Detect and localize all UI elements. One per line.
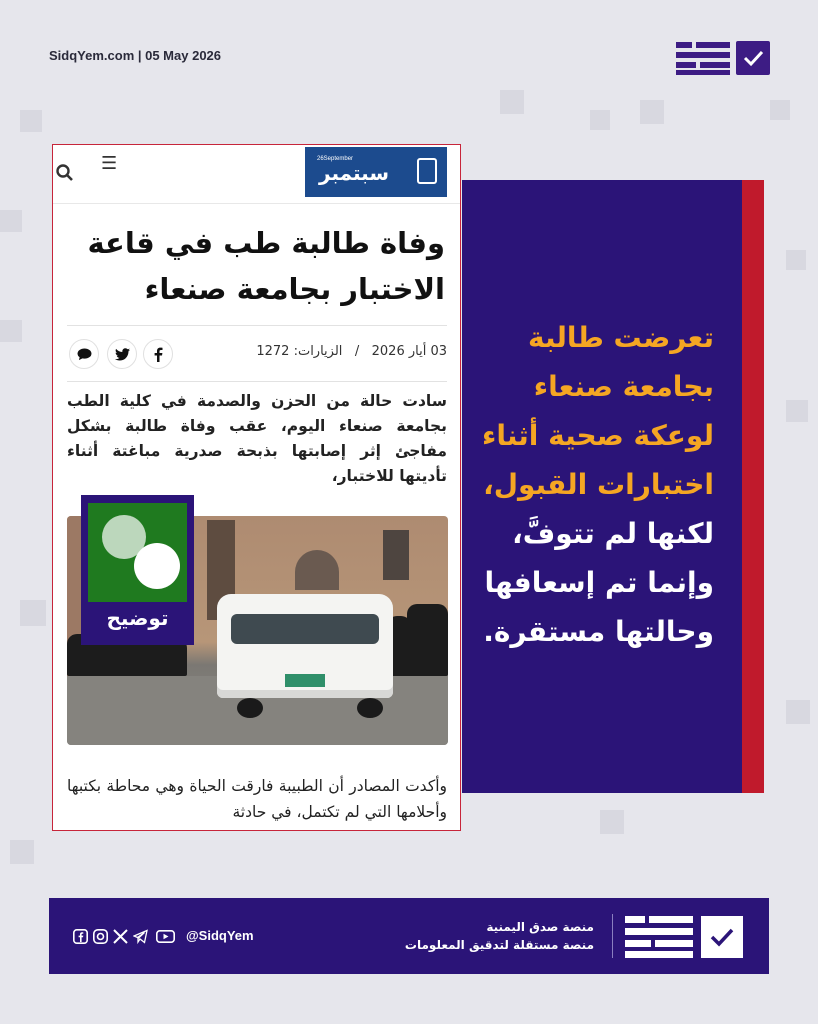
photo-arch: [295, 550, 339, 590]
photo-window: [383, 530, 409, 580]
photo-wheel: [357, 698, 383, 718]
sidq-wordmark-icon: [623, 914, 695, 960]
x-icon[interactable]: [113, 929, 128, 944]
bg-pixel: [500, 90, 524, 114]
photo-van-window: [231, 614, 379, 644]
claim-line: اختبارات القبول،: [483, 468, 714, 501]
bg-pixel: [640, 100, 664, 124]
sidq-logo: [623, 914, 743, 960]
check-badge-icon: [736, 41, 770, 75]
photo-person: [407, 604, 448, 676]
bg-pixel: [600, 810, 624, 834]
menu-icon[interactable]: ☰: [101, 153, 118, 174]
emblem-icon: [417, 158, 437, 184]
article-lead: سادت حالة من الحزن والصدمة في كلية الطب بجامعة صنعاء اليوم، عقب وفاة طالبة بشكل مفاجئ إثر إصابتها بذبحة صدرية مباغتة أثناء تأديتها للاختبار،: [67, 392, 447, 485]
meta-separator: /: [346, 344, 368, 359]
article-date: 03 أيار 2026: [371, 344, 447, 359]
bg-pixel: [0, 210, 22, 232]
check-badge-icon: [701, 916, 743, 958]
article-headline: وفاة طالبة طب في قاعة الاختبار بجامعة صنعاء: [87, 226, 445, 306]
article-meta: [193, 344, 447, 359]
twitter-share-icon[interactable]: [107, 339, 137, 369]
clarification-label-badge: [88, 503, 187, 602]
telegram-icon[interactable]: [133, 929, 148, 944]
claim-line: وإنما تم إسعافها: [484, 566, 714, 599]
clarification-label-text: توضيح: [106, 606, 169, 630]
clarification-label: [81, 495, 194, 645]
claim-line: وحالتها مستقرة.: [483, 615, 714, 648]
bg-pixel: [786, 700, 810, 724]
youtube-icon[interactable]: [155, 929, 175, 944]
claim-line: لوعكة صحية أثناء: [482, 419, 714, 452]
claim-line: بجامعة صنعاء: [533, 370, 714, 403]
facebook-icon[interactable]: [73, 929, 88, 944]
visits-count: 1272: [256, 344, 290, 359]
claim-line: تعرضت طالبة: [528, 321, 714, 354]
bg-pixel: [770, 100, 790, 120]
footer-org-tagline: منصة مستقلة لتدقيق المعلومات: [404, 938, 594, 952]
site-logo[interactable]: [305, 147, 447, 197]
facebook-share-icon[interactable]: [143, 339, 173, 369]
site-logo-small: 26September: [317, 156, 354, 162]
site-header: [53, 145, 461, 204]
bg-pixel: [590, 110, 610, 130]
photo-wheel: [237, 698, 263, 718]
bg-pixel: [20, 110, 42, 132]
photo-ambulance: [217, 594, 393, 698]
claim-line: لكنها لم تتوفَّ،: [512, 517, 714, 550]
divider: [612, 914, 613, 958]
divider: [67, 325, 447, 326]
sidq-wordmark-icon: [674, 40, 732, 77]
bg-pixel: [0, 320, 22, 342]
visits-label: الزيارات:: [293, 344, 343, 359]
search-icon[interactable]: [55, 163, 75, 187]
circle-icon: [134, 543, 180, 589]
photo-van-plate: [285, 674, 325, 687]
site-logo-text: سبتمبر: [319, 161, 390, 185]
bg-pixel: [10, 840, 34, 864]
sidq-logo: [674, 40, 770, 77]
bg-pixel: [786, 250, 806, 270]
instagram-icon[interactable]: [93, 929, 108, 944]
footer-bar: [49, 898, 769, 974]
footer-org-name: منصة صدق اليمنية: [486, 920, 594, 934]
social-handle[interactable]: @SidqYem: [186, 928, 254, 943]
whatsapp-share-icon[interactable]: [69, 339, 99, 369]
site-date-line: SidqYem.com | 05 May 2026: [49, 48, 222, 63]
claim-panel-accent: [742, 180, 764, 793]
divider: [67, 381, 447, 382]
article-screenshot: [52, 144, 461, 831]
bg-pixel: [20, 600, 46, 626]
claim-text: [478, 313, 714, 656]
bg-pixel: [786, 400, 808, 422]
article-body: وأكدت المصادر أن الطبيبة فارقت الحياة وهي محاطة بكتبها وأحلامها التي لم تكتمل، في حادثة: [67, 777, 447, 821]
